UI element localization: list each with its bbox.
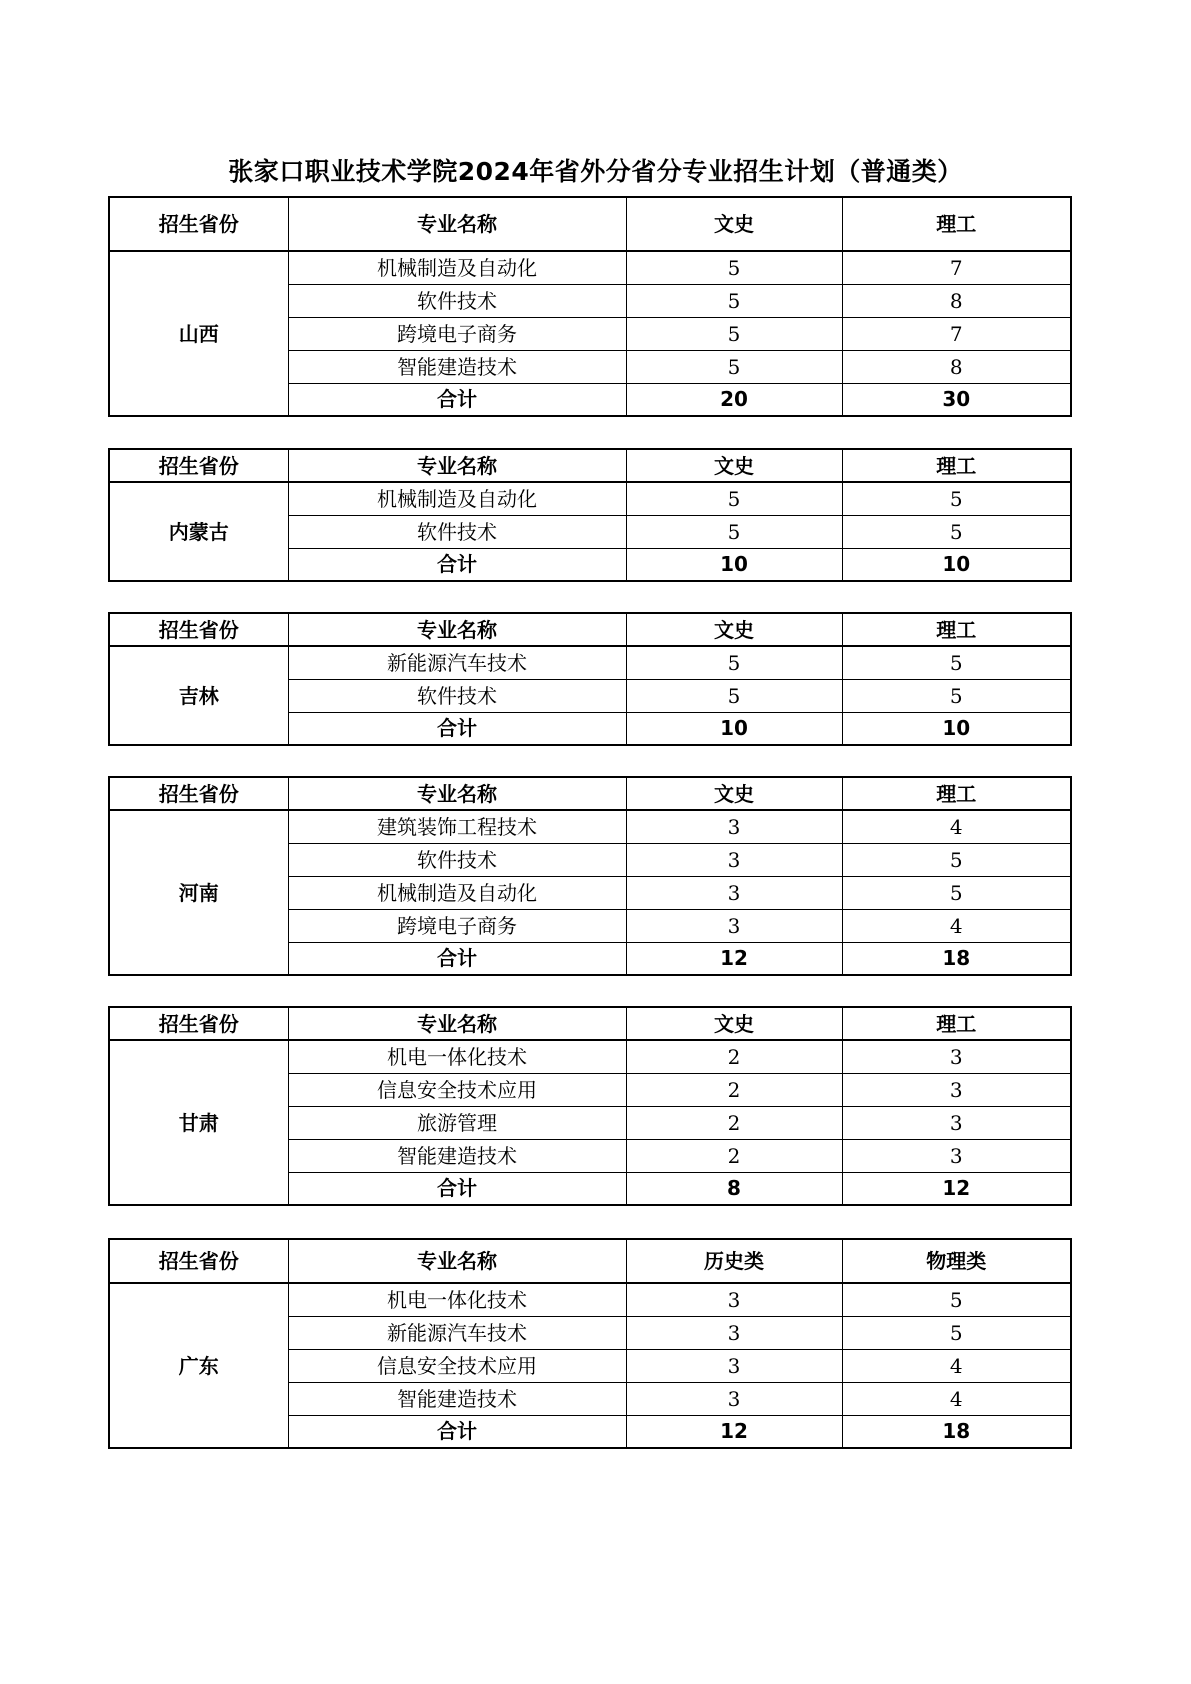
province-cell: 山西 [109, 251, 288, 416]
count-b-cell: 5 [842, 1316, 1071, 1349]
header-province: 招生省份 [109, 449, 288, 482]
header-major: 专业名称 [288, 1007, 626, 1040]
count-a-cell: 5 [626, 317, 842, 350]
major-cell: 跨境电子商务 [288, 317, 626, 350]
count-a-cell: 5 [626, 284, 842, 317]
header-col-b: 理工 [842, 197, 1071, 251]
count-b-cell: 5 [842, 482, 1071, 515]
major-cell: 软件技术 [288, 515, 626, 548]
count-a-cell: 5 [626, 679, 842, 712]
count-a-cell: 2 [626, 1073, 842, 1106]
header-province: 招生省份 [109, 1239, 288, 1283]
count-b-cell: 3 [842, 1040, 1071, 1073]
table-row [109, 482, 1071, 515]
header-col-b: 理工 [842, 449, 1071, 482]
count-a-cell: 2 [626, 1106, 842, 1139]
header-province: 招生省份 [109, 777, 288, 810]
major-cell: 跨境电子商务 [288, 909, 626, 942]
count-b-cell: 5 [842, 1283, 1071, 1316]
count-a-cell: 5 [626, 646, 842, 679]
count-a-cell: 3 [626, 909, 842, 942]
count-b-cell: 7 [842, 317, 1071, 350]
total-a: 12 [626, 942, 842, 975]
total-label: 合计 [288, 1172, 626, 1205]
plan-table-jilin [108, 612, 1072, 746]
count-b-cell: 4 [842, 909, 1071, 942]
header-province: 招生省份 [109, 613, 288, 646]
total-a: 8 [626, 1172, 842, 1205]
province-cell: 甘肃 [109, 1040, 288, 1205]
count-b-cell: 5 [842, 679, 1071, 712]
header-major: 专业名称 [288, 449, 626, 482]
plan-table-neimenggu [108, 448, 1072, 582]
province-cell: 吉林 [109, 646, 288, 745]
major-cell: 机电一体化技术 [288, 1040, 626, 1073]
header-col-b: 物理类 [842, 1239, 1071, 1283]
total-b: 10 [842, 712, 1071, 745]
total-a: 12 [626, 1415, 842, 1448]
count-b-cell: 4 [842, 1382, 1071, 1415]
table-header-row [109, 1007, 1071, 1040]
major-cell: 软件技术 [288, 679, 626, 712]
header-col-a: 历史类 [626, 1239, 842, 1283]
total-label: 合计 [288, 942, 626, 975]
table-row [109, 1040, 1071, 1073]
count-b-cell: 3 [842, 1106, 1071, 1139]
header-major: 专业名称 [288, 1239, 626, 1283]
province-cell: 广东 [109, 1283, 288, 1448]
count-a-cell: 3 [626, 1349, 842, 1382]
header-col-a: 文史 [626, 449, 842, 482]
major-cell: 机械制造及自动化 [288, 876, 626, 909]
count-a-cell: 3 [626, 810, 842, 843]
total-b: 18 [842, 942, 1071, 975]
count-a-cell: 3 [626, 1382, 842, 1415]
plan-table-shanxi [108, 196, 1072, 417]
count-b-cell: 8 [842, 284, 1071, 317]
header-major: 专业名称 [288, 613, 626, 646]
header-major: 专业名称 [288, 197, 626, 251]
count-b-cell: 5 [842, 646, 1071, 679]
header-col-b: 理工 [842, 613, 1071, 646]
count-a-cell: 3 [626, 1316, 842, 1349]
count-a-cell: 2 [626, 1139, 842, 1172]
major-cell: 机械制造及自动化 [288, 251, 626, 284]
count-b-cell: 3 [842, 1139, 1071, 1172]
header-col-a: 文史 [626, 777, 842, 810]
major-cell: 信息安全技术应用 [288, 1073, 626, 1106]
count-b-cell: 7 [842, 251, 1071, 284]
count-b-cell: 5 [842, 843, 1071, 876]
header-major: 专业名称 [288, 777, 626, 810]
count-a-cell: 5 [626, 515, 842, 548]
province-cell: 内蒙古 [109, 482, 288, 581]
count-a-cell: 5 [626, 482, 842, 515]
major-cell: 软件技术 [288, 843, 626, 876]
total-label: 合计 [288, 383, 626, 416]
total-b: 30 [842, 383, 1071, 416]
count-a-cell: 5 [626, 350, 842, 383]
plan-table-gansu [108, 1006, 1072, 1206]
header-col-a: 文史 [626, 613, 842, 646]
total-b: 18 [842, 1415, 1071, 1448]
major-cell: 软件技术 [288, 284, 626, 317]
total-label: 合计 [288, 548, 626, 581]
count-b-cell: 4 [842, 810, 1071, 843]
table-row [109, 646, 1071, 679]
total-b: 10 [842, 548, 1071, 581]
page-title: 张家口职业技术学院2024年省外分省分专业招生计划（普通类） [228, 157, 963, 186]
table-header-row [109, 1239, 1071, 1283]
table-row [109, 810, 1071, 843]
count-a-cell: 2 [626, 1040, 842, 1073]
major-cell: 机电一体化技术 [288, 1283, 626, 1316]
table-header-row [109, 449, 1071, 482]
total-b: 12 [842, 1172, 1071, 1205]
total-label: 合计 [288, 712, 626, 745]
count-a-cell: 3 [626, 876, 842, 909]
table-row [109, 1283, 1071, 1316]
major-cell: 智能建造技术 [288, 1382, 626, 1415]
total-a: 10 [626, 712, 842, 745]
total-a: 20 [626, 383, 842, 416]
major-cell: 建筑装饰工程技术 [288, 810, 626, 843]
table-header-row [109, 197, 1071, 251]
plan-table-guangdong [108, 1238, 1072, 1449]
count-a-cell: 3 [626, 1283, 842, 1316]
table-header-row [109, 777, 1071, 810]
header-col-b: 理工 [842, 1007, 1071, 1040]
header-province: 招生省份 [109, 197, 288, 251]
plan-table-henan [108, 776, 1072, 976]
province-cell: 河南 [109, 810, 288, 975]
major-cell: 新能源汽车技术 [288, 1316, 626, 1349]
header-province: 招生省份 [109, 1007, 288, 1040]
table-header-row [109, 613, 1071, 646]
count-b-cell: 4 [842, 1349, 1071, 1382]
major-cell: 智能建造技术 [288, 350, 626, 383]
header-col-a: 文史 [626, 197, 842, 251]
major-cell: 信息安全技术应用 [288, 1349, 626, 1382]
major-cell: 机械制造及自动化 [288, 482, 626, 515]
total-label: 合计 [288, 1415, 626, 1448]
count-b-cell: 5 [842, 876, 1071, 909]
header-col-b: 理工 [842, 777, 1071, 810]
count-a-cell: 3 [626, 843, 842, 876]
count-a-cell: 5 [626, 251, 842, 284]
total-a: 10 [626, 548, 842, 581]
major-cell: 智能建造技术 [288, 1139, 626, 1172]
major-cell: 旅游管理 [288, 1106, 626, 1139]
table-row [109, 251, 1071, 284]
major-cell: 新能源汽车技术 [288, 646, 626, 679]
count-b-cell: 5 [842, 515, 1071, 548]
header-col-a: 文史 [626, 1007, 842, 1040]
count-b-cell: 8 [842, 350, 1071, 383]
count-b-cell: 3 [842, 1073, 1071, 1106]
